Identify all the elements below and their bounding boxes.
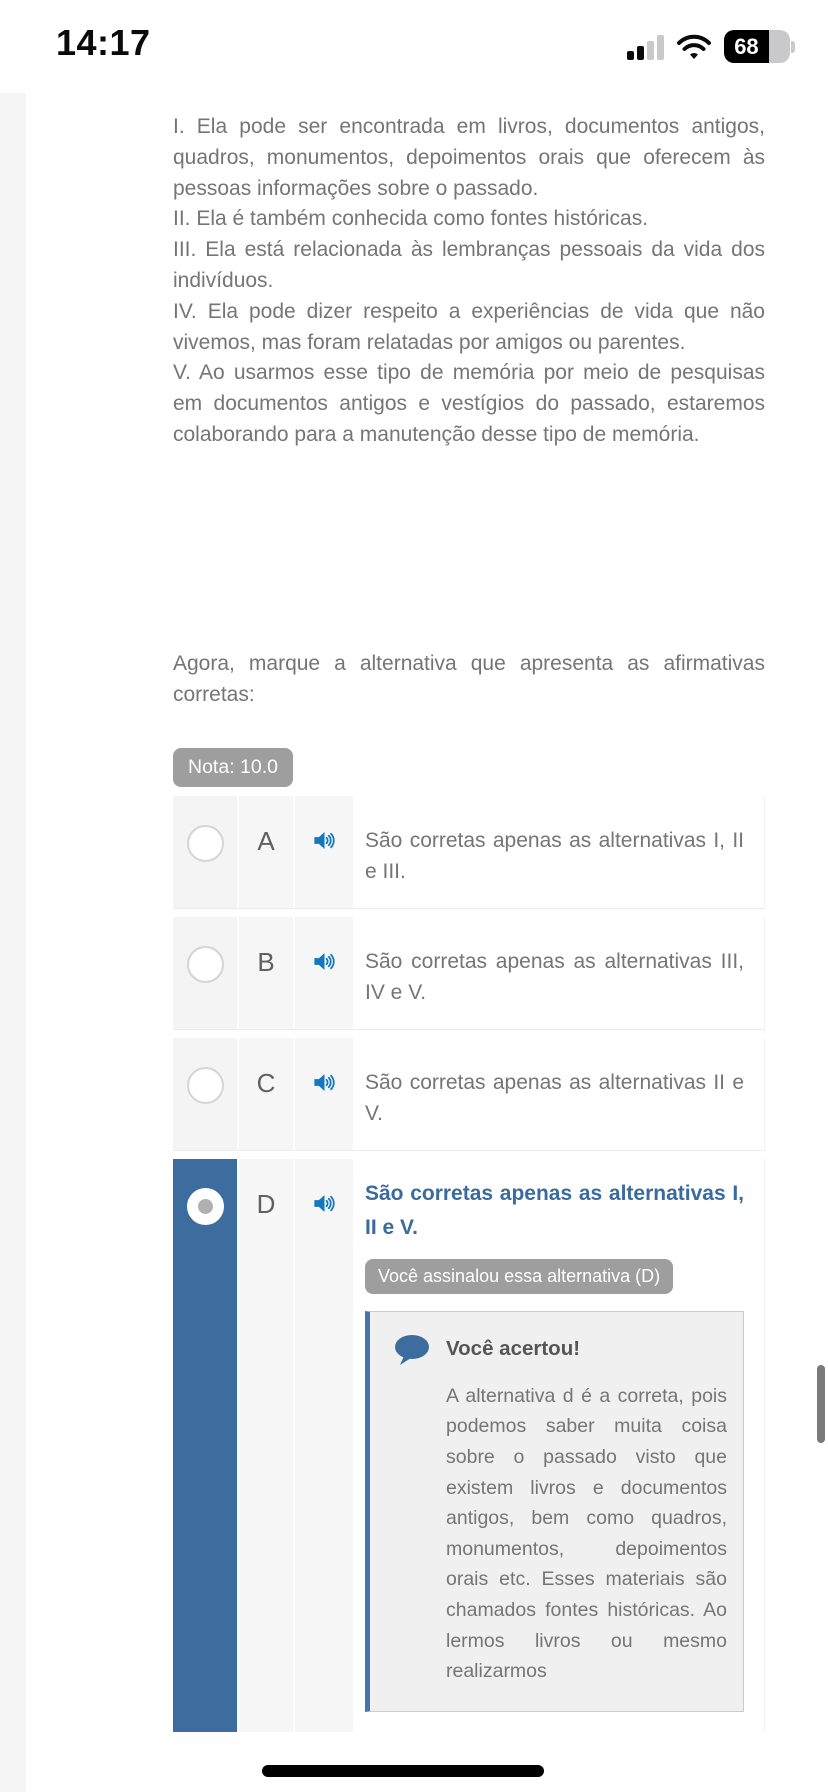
battery-icon (724, 30, 795, 63)
selection-note-badge: Você assinalou essa alternativa (D) (365, 1259, 673, 1294)
option-row-b[interactable] (173, 917, 765, 1030)
option-a-letter: A (239, 796, 295, 908)
option-d-speaker-cell (295, 1159, 353, 1732)
scrollbar-thumb[interactable] (817, 1365, 825, 1443)
blank-gap (173, 451, 765, 648)
home-indicator[interactable] (262, 1765, 544, 1777)
question-prompt: Agora, marque a alternativa que apresenta as afirmativas corretas: (173, 651, 765, 706)
speaker-icon[interactable] (311, 1190, 338, 1217)
option-b-speaker-cell (295, 917, 353, 1029)
statement-3: III. Ela está relacionada às lembranças pessoais da vida dos indivíduos. (173, 238, 765, 292)
battery-percent: 68 (724, 30, 769, 63)
statement-2: II. Ela é também conhecida como fontes históricas. (173, 207, 649, 231)
status-bar (0, 0, 828, 93)
option-c-radio-cell (173, 1038, 239, 1150)
option-d-text: São corretas apenas as alternativas I, II e V. (365, 1181, 744, 1239)
option-b-text: São corretas apenas as alternativas III, IV e V. (365, 949, 744, 1005)
radio-button-c[interactable] (187, 1067, 224, 1104)
option-row-d-selected[interactable] (173, 1159, 765, 1732)
radio-button-b[interactable] (187, 946, 224, 983)
statement-4: IV. Ela pode dizer respeito a experiências de vida que não vivemos, mas foram relatadas por amigos ou parentes. (173, 299, 765, 354)
option-b-radio-cell (173, 917, 239, 1029)
clock-time: 14:17 (56, 22, 151, 63)
question-statements (173, 112, 765, 451)
feedback-title: Você acertou! (446, 1336, 581, 1360)
option-a-speaker-cell (295, 796, 353, 908)
option-c-speaker-cell (295, 1038, 353, 1150)
status-icons (627, 30, 795, 63)
option-row-a[interactable] (173, 796, 765, 909)
option-b-letter: B (239, 917, 295, 1029)
question-content (173, 93, 765, 1732)
wifi-icon (677, 34, 711, 60)
feedback-body: A alternativa d é a correta, pois podemos saber muita coisa sobre o passado visto que existem livros e documentos antigos, bem como quadros, monumentos, depoimentos orais etc. Esses materiais são chamados fontes históricas. Ao lermos livros ou mesmo realizarmos (446, 1384, 727, 1683)
speaker-icon[interactable] (311, 827, 338, 854)
option-a-radio-cell (173, 796, 239, 908)
option-a-text: São corretas apenas as alternativas I, II e III. (365, 828, 744, 884)
option-c-letter: C (239, 1038, 295, 1150)
option-row-c[interactable] (173, 1038, 765, 1151)
option-d-radio-cell (173, 1159, 239, 1732)
options-list (173, 796, 765, 1732)
option-d-letter: D (239, 1159, 295, 1732)
previous-page-edge (0, 93, 26, 1792)
radio-button-a[interactable] (187, 825, 224, 862)
feedback-panel (365, 1311, 744, 1712)
speaker-icon[interactable] (311, 948, 338, 975)
speech-bubble-icon (393, 1334, 431, 1367)
statement-1: I. Ela pode ser encontrada em livros, documentos antigos, quadros, monumentos, depoimentos orais que oferecem às pessoas informações sobre o passado. (173, 115, 765, 200)
speaker-icon[interactable] (311, 1069, 338, 1096)
statement-5: V. Ao usarmos esse tipo de memória por meio de pesquisas em documentos antigos e vestígios do passado, estaremos colaborando para a manutenção desse tipo de memória. (173, 361, 765, 446)
cellular-signal-icon (627, 34, 664, 60)
option-c-text: São corretas apenas as alternativas II e V. (365, 1070, 744, 1126)
score-badge: Nota: 10.0 (173, 748, 293, 787)
radio-button-d-checked[interactable] (187, 1188, 224, 1225)
